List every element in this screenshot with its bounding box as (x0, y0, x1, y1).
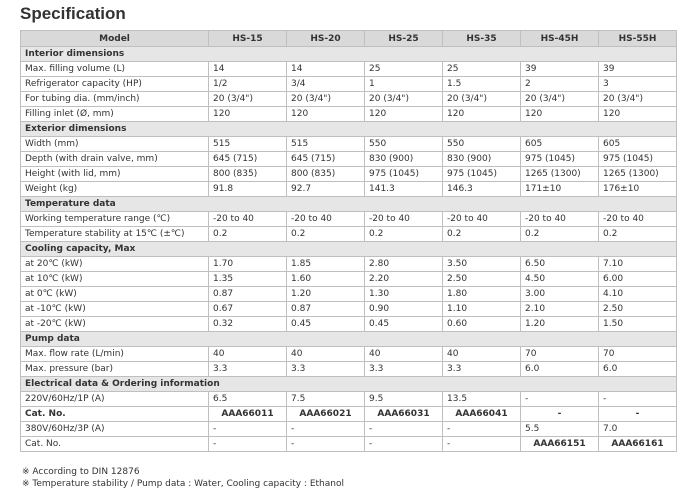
row-value: 1.50 (599, 317, 677, 332)
row-value: 975 (1045) (521, 152, 599, 167)
table-row (21, 302, 677, 317)
row-label: Refrigerator capacity (HP) (21, 77, 209, 92)
row-value: 70 (599, 347, 677, 362)
row-value: - (521, 407, 599, 422)
row-value: 20 (3/4") (521, 92, 599, 107)
row-label: at 0℃ (kW) (21, 287, 209, 302)
row-value: 1265 (1300) (521, 167, 599, 182)
section-title: Interior dimensions (21, 47, 677, 62)
spec-table-body (21, 47, 677, 452)
footnote: ※ According to DIN 12876 (22, 467, 140, 477)
row-value: 20 (3/4") (287, 92, 365, 107)
table-row (21, 272, 677, 287)
row-value: AAA66041 (443, 407, 521, 422)
section-row (21, 47, 677, 62)
row-value: 0.2 (599, 227, 677, 242)
table-row (21, 392, 677, 407)
row-value: 20 (3/4") (599, 92, 677, 107)
row-value: 3.3 (287, 362, 365, 377)
table-row (21, 227, 677, 242)
row-value: 6.0 (521, 362, 599, 377)
row-value: 0.32 (209, 317, 287, 332)
row-value: AAA66151 (521, 437, 599, 452)
section-row (21, 197, 677, 212)
row-value: 550 (443, 137, 521, 152)
row-label: Temperature stability at 15℃ (±℃) (21, 227, 209, 242)
row-value: 975 (1045) (599, 152, 677, 167)
table-row (21, 422, 677, 437)
row-value: 5.5 (521, 422, 599, 437)
row-label: at 20℃ (kW) (21, 257, 209, 272)
row-value: 645 (715) (287, 152, 365, 167)
header-row (21, 31, 677, 47)
row-value: - (209, 422, 287, 437)
model-column-header: HS-15 (209, 31, 287, 47)
row-value: 3 (599, 77, 677, 92)
row-value: 3.00 (521, 287, 599, 302)
row-label: For tubing dia. (mm/inch) (21, 92, 209, 107)
row-value: 1.70 (209, 257, 287, 272)
row-value: 0.45 (365, 317, 443, 332)
row-value: 40 (287, 347, 365, 362)
row-label: Weight (kg) (21, 182, 209, 197)
table-row (21, 152, 677, 167)
row-value: 40 (365, 347, 443, 362)
row-label: Max. pressure (bar) (21, 362, 209, 377)
row-value: 120 (443, 107, 521, 122)
model-column-header: HS-20 (287, 31, 365, 47)
row-value: 176±10 (599, 182, 677, 197)
row-value: - (521, 392, 599, 407)
row-value: 141.3 (365, 182, 443, 197)
row-value: 1265 (1300) (599, 167, 677, 182)
row-label: Max. flow rate (L/min) (21, 347, 209, 362)
row-value: -20 to 40 (209, 212, 287, 227)
row-value: 13.5 (443, 392, 521, 407)
row-value: 1.60 (287, 272, 365, 287)
row-value: AAA66011 (209, 407, 287, 422)
row-value: -20 to 40 (365, 212, 443, 227)
row-value: - (599, 392, 677, 407)
row-value: 975 (1045) (443, 167, 521, 182)
row-value: 20 (3/4") (209, 92, 287, 107)
row-value: 0.2 (521, 227, 599, 242)
row-value: AAA66161 (599, 437, 677, 452)
row-value: 1.5 (443, 77, 521, 92)
footnote: ※ Temperature stability / Pump data : Water, Cooling capacity : Ethanol (22, 479, 344, 489)
row-value: 4.50 (521, 272, 599, 287)
row-value: 39 (521, 62, 599, 77)
row-value: 1.35 (209, 272, 287, 287)
row-value: 171±10 (521, 182, 599, 197)
row-value: - (287, 422, 365, 437)
row-value: 7.0 (599, 422, 677, 437)
row-value: - (365, 437, 443, 452)
row-value: 4.10 (599, 287, 677, 302)
row-value: 92.7 (287, 182, 365, 197)
row-value: - (443, 437, 521, 452)
row-value: 3/4 (287, 77, 365, 92)
row-value: 91.8 (209, 182, 287, 197)
section-row (21, 377, 677, 392)
row-value: AAA66031 (365, 407, 443, 422)
row-label: Depth (with drain valve, mm) (21, 152, 209, 167)
table-row (21, 137, 677, 152)
row-value: 120 (521, 107, 599, 122)
row-value: 14 (287, 62, 365, 77)
row-value: 0.67 (209, 302, 287, 317)
row-label: Working temperature range (℃) (21, 212, 209, 227)
row-value: 645 (715) (209, 152, 287, 167)
table-row (21, 62, 677, 77)
table-row (21, 107, 677, 122)
page-title: Specification (20, 4, 126, 23)
section-row (21, 122, 677, 137)
row-value: 3.50 (443, 257, 521, 272)
row-value: -20 to 40 (287, 212, 365, 227)
row-value: 2.80 (365, 257, 443, 272)
row-value: 3.3 (209, 362, 287, 377)
table-row (21, 77, 677, 92)
row-value: 7.10 (599, 257, 677, 272)
row-value: 0.60 (443, 317, 521, 332)
row-value: 6.0 (599, 362, 677, 377)
model-column-header: HS-55H (599, 31, 677, 47)
table-row (21, 167, 677, 182)
row-label: Max. filling volume (L) (21, 62, 209, 77)
table-row (21, 212, 677, 227)
row-value: 2.50 (599, 302, 677, 317)
section-row (21, 332, 677, 347)
row-label: at 10℃ (kW) (21, 272, 209, 287)
model-column-header: HS-25 (365, 31, 443, 47)
row-value: 7.5 (287, 392, 365, 407)
row-value: 40 (209, 347, 287, 362)
section-title: Electrical data & Ordering information (21, 377, 677, 392)
row-value: 605 (599, 137, 677, 152)
row-value: 1.85 (287, 257, 365, 272)
row-value: 25 (365, 62, 443, 77)
row-label: Width (mm) (21, 137, 209, 152)
row-value: 40 (443, 347, 521, 362)
row-value: 2.10 (521, 302, 599, 317)
row-value: 830 (900) (443, 152, 521, 167)
row-value: 120 (365, 107, 443, 122)
row-value: 1.30 (365, 287, 443, 302)
row-value: 0.87 (209, 287, 287, 302)
row-value: 3.3 (443, 362, 521, 377)
row-value: 800 (835) (209, 167, 287, 182)
row-value: 120 (209, 107, 287, 122)
row-label: at -10℃ (kW) (21, 302, 209, 317)
row-label: Cat. No. (21, 407, 209, 422)
row-value: 515 (287, 137, 365, 152)
row-value: - (209, 437, 287, 452)
model-column-header: HS-45H (521, 31, 599, 47)
table-row (21, 287, 677, 302)
row-value: 515 (209, 137, 287, 152)
row-value: 9.5 (365, 392, 443, 407)
row-value: -20 to 40 (599, 212, 677, 227)
row-value: 830 (900) (365, 152, 443, 167)
row-value: 1.10 (443, 302, 521, 317)
row-label: 380V/60Hz/3P (A) (21, 422, 209, 437)
row-value: - (287, 437, 365, 452)
row-value: 605 (521, 137, 599, 152)
row-value: 2.20 (365, 272, 443, 287)
section-row (21, 242, 677, 257)
row-label: at -20℃ (kW) (21, 317, 209, 332)
row-value: 1.80 (443, 287, 521, 302)
row-value: 3.3 (365, 362, 443, 377)
table-row (21, 317, 677, 332)
row-value: 0.2 (209, 227, 287, 242)
row-value: 6.50 (521, 257, 599, 272)
row-value: 0.2 (287, 227, 365, 242)
row-value: - (599, 407, 677, 422)
row-value: 1/2 (209, 77, 287, 92)
footnotes (22, 466, 344, 490)
row-value: 0.87 (287, 302, 365, 317)
row-value: 2.50 (443, 272, 521, 287)
table-row (21, 347, 677, 362)
table-row (21, 92, 677, 107)
row-value: AAA66021 (287, 407, 365, 422)
section-title: Exterior dimensions (21, 122, 677, 137)
row-value: -20 to 40 (443, 212, 521, 227)
section-title: Pump data (21, 332, 677, 347)
table-row (21, 182, 677, 197)
row-value: 120 (599, 107, 677, 122)
row-value: 1 (365, 77, 443, 92)
section-title: Cooling capacity, Max (21, 242, 677, 257)
table-row (21, 362, 677, 377)
row-value: 975 (1045) (365, 167, 443, 182)
row-value: 39 (599, 62, 677, 77)
table-row (21, 407, 677, 422)
table-row (21, 437, 677, 452)
row-value: 2 (521, 77, 599, 92)
model-column-header: HS-35 (443, 31, 521, 47)
row-value: 20 (3/4") (365, 92, 443, 107)
row-value: 120 (287, 107, 365, 122)
row-value: - (443, 422, 521, 437)
row-value: 20 (3/4") (443, 92, 521, 107)
row-label: Cat. No. (21, 437, 209, 452)
row-value: 1.20 (287, 287, 365, 302)
row-value: 70 (521, 347, 599, 362)
row-value: 0.2 (443, 227, 521, 242)
row-value: 0.45 (287, 317, 365, 332)
row-value: 800 (835) (287, 167, 365, 182)
row-value: 0.90 (365, 302, 443, 317)
row-label: Height (with lid, mm) (21, 167, 209, 182)
model-header: Model (21, 31, 209, 47)
section-title: Temperature data (21, 197, 677, 212)
row-value: 6.00 (599, 272, 677, 287)
row-value: -20 to 40 (521, 212, 599, 227)
row-value: 25 (443, 62, 521, 77)
row-value: 1.20 (521, 317, 599, 332)
row-value: 0.2 (365, 227, 443, 242)
row-label: Filling inlet (Ø, mm) (21, 107, 209, 122)
table-row (21, 257, 677, 272)
row-value: 14 (209, 62, 287, 77)
row-value: 550 (365, 137, 443, 152)
row-value: - (365, 422, 443, 437)
row-value: 6.5 (209, 392, 287, 407)
spec-table (20, 30, 677, 452)
row-label: 220V/60Hz/1P (A) (21, 392, 209, 407)
row-value: 146.3 (443, 182, 521, 197)
